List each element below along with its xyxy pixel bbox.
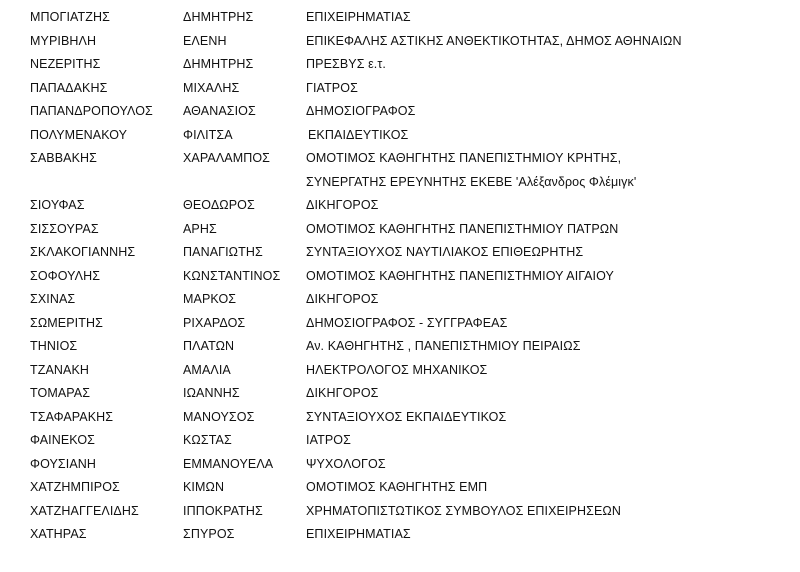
profession: ΟΜΟΤΙΜΟΣ ΚΑΘΗΓΗΤΗΣ ΠΑΝΕΠΙΣΤΗΜΙΟΥ ΑΙΓΑΙΟΥ	[306, 268, 614, 283]
surname: ΝΕΖΕΡΙΤΗΣ	[30, 57, 101, 71]
surname: ΣΙΟΥΦΑΣ	[30, 198, 85, 212]
profession: ΔΙΚΗΓΟΡΟΣ	[306, 198, 379, 212]
surname: ΦΑΙΝΕΚΟΣ	[30, 433, 95, 447]
first-name: ΠΑΝΑΓΙΩΤΗΣ	[183, 245, 263, 259]
profession: ΣΥΝΤΑΞΙΟΥΧΟΣ ΝΑΥΤΙΛΙΑΚΟΣ ΕΠΙΘΕΩΡΗΤΗΣ	[306, 245, 584, 259]
list-row	[0, 194, 800, 218]
list-row	[0, 100, 800, 124]
list-row	[0, 30, 800, 54]
profession: ΟΜΟΤΙΜΟΣ ΚΑΘΗΓΗΤΗΣ ΠΑΝΕΠΙΣΤΗΜΙΟΥ ΠΑΤΡΩΝ	[306, 221, 619, 236]
list-row	[0, 312, 800, 336]
list-row	[0, 476, 800, 500]
surname: ΣΧΙΝΑΣ	[30, 292, 76, 306]
list-row	[0, 406, 800, 430]
profession: ΔΙΚΗΓΟΡΟΣ	[306, 292, 379, 306]
list-row	[0, 288, 800, 312]
surname: ΣΑΒΒΑΚΗΣ	[30, 151, 97, 165]
profession: ΗΛΕΚΤΡΟΛΟΓΟΣ ΜΗΧΑΝΙΚΟΣ	[306, 362, 488, 377]
first-name: ΜΑΡΚΟΣ	[183, 292, 237, 306]
first-name: ΕΜΜΑΝΟΥΕΛΑ	[183, 456, 274, 471]
first-name: ΜΙΧΑΛΗΣ	[183, 80, 240, 95]
list-row	[0, 359, 800, 383]
first-name: ΜΑΝΟΥΣΟΣ	[183, 409, 255, 424]
profession: ΣΥΝΤΑΞΙΟΥΧΟΣ ΕΚΠΑΙΔΕΥΤΙΚΟΣ	[306, 409, 507, 424]
profession: ΟΜΟΤΙΜΟΣ ΚΑΘΗΓΗΤΗΣ ΕΜΠ	[306, 480, 488, 494]
surname: ΣΟΦΟΥΛΗΣ	[30, 268, 101, 283]
profession: ΣΥΝΕΡΓΑΤΗΣ ΕΡΕΥΝΗΤΗΣ ΕΚΕΒΕ 'Αλέξανδρος Φλέμιγκ'	[306, 174, 637, 189]
list-row	[0, 500, 800, 524]
first-name: ΙΩΑΝΝΗΣ	[183, 386, 240, 400]
name-list	[0, 6, 800, 547]
list-row-continuation	[0, 171, 800, 195]
first-name: ΙΠΠΟΚΡΑΤΗΣ	[183, 503, 263, 518]
list-row	[0, 523, 800, 547]
profession: ΨΥΧΟΛΟΓΟΣ	[306, 456, 386, 471]
list-row	[0, 77, 800, 101]
profession: ΕΠΙΧΕΙΡΗΜΑΤΙΑΣ	[306, 10, 411, 24]
profession: ΓΙΑΤΡΟΣ	[306, 80, 358, 95]
first-name: ΠΛΑΤΩΝ	[183, 339, 235, 353]
surname: ΣΙΣΣΟΥΡΑΣ	[30, 221, 99, 236]
surname: ΤΣΑΦΑΡΑΚΗΣ	[30, 409, 114, 424]
first-name: ΑΘΑΝΑΣΙΟΣ	[183, 104, 256, 118]
list-row	[0, 53, 800, 77]
first-name: ΚΩΝΣΤΑΝΤΙΝΟΣ	[183, 268, 281, 283]
first-name: ΣΠΥΡΟΣ	[183, 527, 235, 541]
surname: ΜΥΡΙΒΗΛΗ	[30, 33, 97, 48]
list-row	[0, 241, 800, 265]
surname: ΤΗΝΙΟΣ	[30, 339, 78, 353]
surname: ΧΑΤΖΗΑΓΓΕΛΙΔΗΣ	[30, 503, 139, 518]
first-name: ΦΙΛΙΤΣΑ	[183, 127, 233, 142]
list-row	[0, 265, 800, 289]
first-name: ΕΛΕΝΗ	[183, 33, 227, 48]
first-name: ΔΗΜΗΤΡΗΣ	[183, 10, 254, 24]
profession: ΠΡΕΣΒΥΣ ε.τ.	[306, 57, 386, 71]
profession: ΟΜΟΤΙΜΟΣ ΚΑΘΗΓΗΤΗΣ ΠΑΝΕΠΙΣΤΗΜΙΟΥ ΚΡΗΤΗΣ,	[306, 151, 622, 165]
first-name: ΧΑΡΑΛΑΜΠΟΣ	[183, 151, 270, 165]
first-name: ΡΙΧΑΡΔΟΣ	[183, 315, 246, 330]
profession: ΔΗΜΟΣΙΟΓΡΑΦΟΣ - ΣΥΓΓΡΑΦΕΑΣ	[306, 315, 508, 330]
surname: ΠΑΠΑΔΑΚΗΣ	[30, 80, 108, 95]
first-name: ΘΕΟΔΩΡΟΣ	[183, 198, 255, 212]
profession: ΔΙΚΗΓΟΡΟΣ	[306, 386, 379, 400]
surname: ΣΚΛΑΚΟΓΙΑΝΝΗΣ	[30, 245, 136, 259]
list-row	[0, 124, 800, 148]
list-row	[0, 6, 800, 30]
profession: ΙΑΤΡΟΣ	[306, 433, 351, 447]
first-name: ΔΗΜΗΤΡΗΣ	[183, 57, 254, 71]
surname: ΠΑΠΑΝΔΡΟΠΟΥΛΟΣ	[30, 104, 153, 118]
first-name: ΚΩΣΤΑΣ	[183, 433, 232, 447]
profession: ΕΠΙΧΕΙΡΗΜΑΤΙΑΣ	[306, 527, 411, 541]
surname: ΠΟΛΥΜΕΝΑΚΟΥ	[30, 127, 128, 142]
surname: ΦΟΥΣΙΑΝΗ	[30, 456, 97, 471]
profession: ΕΠΙΚΕΦΑΛΗΣ ΑΣΤΙΚΗΣ ΑΝΘΕΚΤΙΚΟΤΗΤΑΣ, ΔΗΜΟΣ ΑΘΗΝΑΙΩΝ	[306, 33, 682, 48]
profession: ΔΗΜΟΣΙΟΓΡΑΦΟΣ	[306, 104, 416, 118]
profession: ΧΡΗΜΑΤΟΠΙΣΤΩΤΙΚΟΣ ΣΥΜΒΟΥΛΟΣ ΕΠΙΧΕΙΡΗΣΕΩΝ	[306, 503, 621, 518]
list-row	[0, 147, 800, 171]
list-row	[0, 218, 800, 242]
first-name: ΑΡΗΣ	[183, 221, 217, 236]
surname: ΧΑΤΗΡΑΣ	[30, 527, 87, 541]
profession: Αν. ΚΑΘΗΓΗΤΗΣ , ΠΑΝΕΠΙΣΤΗΜΙΟΥ ΠΕΙΡΑΙΩΣ	[306, 339, 581, 353]
surname: ΧΑΤΖΗΜΠΙΡΟΣ	[30, 480, 120, 494]
list-row	[0, 429, 800, 453]
surname: ΣΩΜΕΡΙΤΗΣ	[30, 315, 103, 330]
surname: ΤΖΑΝΑΚΗ	[30, 362, 90, 377]
profession: ΕΚΠΑΙΔΕΥΤΙΚΟΣ	[308, 127, 409, 142]
first-name: ΑΜΑΛΙΑ	[183, 362, 231, 377]
surname: ΤΟΜΑΡΑΣ	[30, 386, 91, 400]
list-row	[0, 453, 800, 477]
first-name: ΚΙΜΩΝ	[183, 480, 225, 494]
list-row	[0, 382, 800, 406]
surname: ΜΠΟΓΙΑΤΖΗΣ	[30, 10, 110, 24]
list-row	[0, 335, 800, 359]
